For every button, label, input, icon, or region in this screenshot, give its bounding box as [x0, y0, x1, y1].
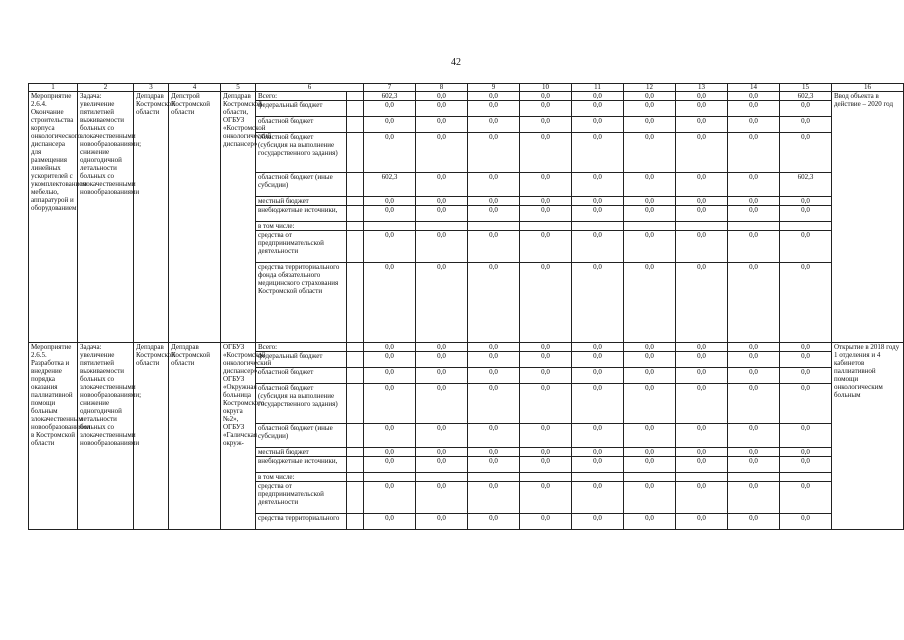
- column-number: 3: [134, 84, 169, 92]
- amount-cell: [728, 473, 780, 482]
- amount-cell: [416, 473, 468, 482]
- co-executor-cell: Депстрой Костромской области: [169, 92, 221, 343]
- amount-cell: 0,0: [728, 352, 780, 368]
- measure-cell: Мероприятие 2.6.5. Разработка и внедрение порядка оказания паллиативной помощи больным злокачественным новообразованиями в Костромской области: [29, 343, 78, 530]
- amount-cell: 0,0: [520, 482, 572, 514]
- amount-cell: 0,0: [520, 117, 572, 133]
- amount-cell: 0,0: [676, 231, 728, 263]
- amount-cell: 0,0: [520, 101, 572, 117]
- amount-cell: [728, 222, 780, 231]
- amount-cell: 0,0: [416, 384, 468, 424]
- amount-cell: 0,0: [468, 343, 520, 352]
- amount-cell: 0,0: [624, 514, 676, 530]
- amount-cell: 0,0: [728, 117, 780, 133]
- amount-cell: 0,0: [624, 448, 676, 457]
- amount-cell: 0,0: [728, 197, 780, 206]
- spacer-cell: [347, 206, 364, 222]
- amount-cell: 0,0: [624, 231, 676, 263]
- amount-cell: 0,0: [676, 514, 728, 530]
- amount-cell: 602,3: [364, 173, 416, 197]
- amount-cell: 0,0: [416, 173, 468, 197]
- funding-source-label: областной бюджет (субсидия на выполнение государственного задания): [256, 384, 347, 424]
- amount-cell: 0,0: [780, 448, 832, 457]
- co-executor-cell: Депздрав Костромской области: [169, 343, 221, 530]
- spacer-cell: [347, 368, 364, 384]
- amount-cell: 0,0: [416, 101, 468, 117]
- amount-cell: 0,0: [520, 514, 572, 530]
- funding-source-label: в том числе:: [256, 473, 347, 482]
- amount-cell: 0,0: [624, 457, 676, 473]
- spacer-cell: [347, 231, 364, 263]
- amount-cell: 0,0: [416, 92, 468, 101]
- amount-cell: 0,0: [572, 173, 624, 197]
- amount-cell: 0,0: [728, 101, 780, 117]
- amount-cell: 0,0: [520, 384, 572, 424]
- amount-cell: 0,0: [468, 263, 520, 343]
- page-number: 42: [451, 57, 461, 68]
- amount-cell: [364, 222, 416, 231]
- amount-cell: 0,0: [468, 231, 520, 263]
- funding-source-label: областной бюджет (иные субсидии): [256, 173, 347, 197]
- column-number: 13: [676, 84, 728, 92]
- spacer-cell: [347, 133, 364, 173]
- amount-cell: 0,0: [728, 263, 780, 343]
- amount-cell: [468, 473, 520, 482]
- spacer-cell: [347, 92, 364, 101]
- funding-source-label: средства от предпринимательской деятельности: [256, 231, 347, 263]
- amount-cell: 0,0: [728, 343, 780, 352]
- amount-cell: [624, 222, 676, 231]
- amount-cell: [520, 222, 572, 231]
- amount-cell: 0,0: [364, 514, 416, 530]
- funding-source-label: средства от предпринимательской деятельности: [256, 482, 347, 514]
- amount-cell: 0,0: [468, 424, 520, 448]
- amount-cell: 0,0: [624, 352, 676, 368]
- amount-cell: 0,0: [780, 263, 832, 343]
- amount-cell: 0,0: [728, 231, 780, 263]
- column-number: 15: [780, 84, 832, 92]
- amount-cell: 0,0: [676, 384, 728, 424]
- amount-cell: 0,0: [624, 343, 676, 352]
- amount-cell: 0,0: [520, 368, 572, 384]
- amount-cell: 0,0: [520, 92, 572, 101]
- amount-cell: 0,0: [728, 206, 780, 222]
- funding-row: [29, 92, 904, 101]
- funding-source-label: Всего:: [256, 92, 347, 101]
- amount-cell: 0,0: [676, 197, 728, 206]
- amount-cell: 0,0: [676, 206, 728, 222]
- responsible-cell: Депздрав Костромской области: [134, 343, 169, 530]
- amount-cell: 0,0: [676, 133, 728, 173]
- amount-cell: 602,3: [364, 92, 416, 101]
- amount-cell: 0,0: [676, 117, 728, 133]
- amount-cell: [624, 473, 676, 482]
- amount-cell: 0,0: [572, 448, 624, 457]
- result-cell: Открытие в 2018 году 1 отделения и 4 кабинетов паллиативной помощи онкологическим больным: [832, 343, 904, 530]
- responsible-cell: Депздрав Костромской области: [134, 92, 169, 343]
- amount-cell: 0,0: [520, 343, 572, 352]
- amount-cell: 0,0: [468, 457, 520, 473]
- amount-cell: 0,0: [728, 448, 780, 457]
- amount-cell: 0,0: [468, 197, 520, 206]
- amount-cell: 0,0: [364, 101, 416, 117]
- spacer-cell: [347, 352, 364, 368]
- amount-cell: 0,0: [572, 424, 624, 448]
- amount-cell: 0,0: [624, 133, 676, 173]
- funding-source-label: местный бюджет: [256, 448, 347, 457]
- amount-cell: 0,0: [572, 197, 624, 206]
- amount-cell: 0,0: [780, 457, 832, 473]
- amount-cell: 0,0: [468, 173, 520, 197]
- amount-cell: [520, 473, 572, 482]
- amount-cell: 0,0: [780, 424, 832, 448]
- amount-cell: 0,0: [416, 482, 468, 514]
- amount-cell: 0,0: [572, 133, 624, 173]
- funding-row: [29, 343, 904, 352]
- amount-cell: 0,0: [468, 384, 520, 424]
- amount-cell: 0,0: [520, 424, 572, 448]
- amount-cell: 0,0: [572, 457, 624, 473]
- result-cell: Ввод объекта в действие – 2020 год: [832, 92, 904, 343]
- column-number: 7: [364, 84, 416, 92]
- amount-cell: 0,0: [572, 482, 624, 514]
- funding-source-label: областной бюджет: [256, 117, 347, 133]
- amount-cell: 0,0: [468, 514, 520, 530]
- spacer-cell: [347, 263, 364, 343]
- amount-cell: 0,0: [728, 384, 780, 424]
- amount-cell: 0,0: [416, 133, 468, 173]
- amount-cell: 0,0: [416, 206, 468, 222]
- spacer-cell: [347, 117, 364, 133]
- amount-cell: 0,0: [520, 173, 572, 197]
- spacer-cell: [347, 448, 364, 457]
- amount-cell: 0,0: [624, 482, 676, 514]
- amount-cell: 0,0: [364, 384, 416, 424]
- amount-cell: 0,0: [728, 133, 780, 173]
- amount-cell: 0,0: [572, 231, 624, 263]
- funding-source-label: внебюджетные источники,: [256, 457, 347, 473]
- amount-cell: 0,0: [364, 482, 416, 514]
- amount-cell: 0,0: [780, 514, 832, 530]
- funding-source-label: в том числе:: [256, 222, 347, 231]
- amount-cell: 0,0: [572, 117, 624, 133]
- amount-cell: 0,0: [728, 514, 780, 530]
- spacer-cell: [347, 482, 364, 514]
- amount-cell: 0,0: [364, 206, 416, 222]
- amount-cell: 0,0: [780, 206, 832, 222]
- amount-cell: 0,0: [728, 482, 780, 514]
- amount-cell: 0,0: [572, 352, 624, 368]
- amount-cell: 0,0: [416, 368, 468, 384]
- column-number: 6: [256, 84, 364, 92]
- amount-cell: 0,0: [468, 92, 520, 101]
- amount-cell: [676, 222, 728, 231]
- amount-cell: 0,0: [676, 92, 728, 101]
- column-number: 2: [78, 84, 134, 92]
- measure-cell: Мероприятие 2.6.4. Окончание строительства корпуса онкологического диспансера для размещения линейных ускорителей с укомплектованием мебелью, аппаратурой и оборудованием: [29, 92, 78, 343]
- amount-cell: 0,0: [676, 424, 728, 448]
- column-number: 9: [468, 84, 520, 92]
- column-number: 16: [832, 84, 904, 92]
- funding-source-label: средства территориального фонда обязательного медицинского страхования Костромской области: [256, 263, 347, 343]
- column-number: 4: [169, 84, 221, 92]
- amount-cell: 0,0: [364, 197, 416, 206]
- spacer-cell: [347, 343, 364, 352]
- amount-cell: 0,0: [676, 457, 728, 473]
- amount-cell: 0,0: [468, 101, 520, 117]
- amount-cell: 0,0: [520, 263, 572, 343]
- amount-cell: 0,0: [624, 263, 676, 343]
- amount-cell: 0,0: [416, 197, 468, 206]
- amount-cell: 0,0: [364, 117, 416, 133]
- amount-cell: 0,0: [624, 92, 676, 101]
- amount-cell: 0,0: [572, 384, 624, 424]
- amount-cell: 0,0: [520, 206, 572, 222]
- amount-cell: 0,0: [624, 368, 676, 384]
- amount-cell: 0,0: [416, 117, 468, 133]
- amount-cell: [780, 222, 832, 231]
- funding-source-label: федеральный бюджет: [256, 101, 347, 117]
- column-number: 5: [221, 84, 256, 92]
- spacer-cell: [347, 222, 364, 231]
- amount-cell: 0,0: [728, 92, 780, 101]
- funding-source-label: областной бюджет: [256, 368, 347, 384]
- column-number: 1: [29, 84, 78, 92]
- amount-cell: 0,0: [728, 368, 780, 384]
- amount-cell: 0,0: [364, 424, 416, 448]
- amount-cell: 0,0: [468, 206, 520, 222]
- amount-cell: 0,0: [676, 263, 728, 343]
- amount-cell: 0,0: [416, 352, 468, 368]
- amount-cell: [572, 473, 624, 482]
- funding-source-label: Всего:: [256, 343, 347, 352]
- header-row: [29, 84, 904, 92]
- amount-cell: 0,0: [676, 343, 728, 352]
- amount-cell: 0,0: [468, 368, 520, 384]
- amount-cell: 0,0: [520, 197, 572, 206]
- column-number: 8: [416, 84, 468, 92]
- spacer-cell: [347, 424, 364, 448]
- spacer-cell: [347, 101, 364, 117]
- spacer-cell: [347, 514, 364, 530]
- amount-cell: 0,0: [364, 133, 416, 173]
- amount-cell: 0,0: [572, 263, 624, 343]
- amount-cell: 0,0: [520, 448, 572, 457]
- amount-cell: 0,0: [364, 352, 416, 368]
- spacer-cell: [347, 473, 364, 482]
- column-number: 14: [728, 84, 780, 92]
- amount-cell: [468, 222, 520, 231]
- funding-source-label: федеральный бюджет: [256, 352, 347, 368]
- amount-cell: 0,0: [416, 231, 468, 263]
- amount-cell: 0,0: [520, 133, 572, 173]
- funding-table-body: [29, 84, 904, 530]
- amount-cell: 0,0: [520, 457, 572, 473]
- amount-cell: 0,0: [728, 457, 780, 473]
- amount-cell: 0,0: [780, 197, 832, 206]
- amount-cell: 0,0: [624, 117, 676, 133]
- funding-source-label: областной бюджет (субсидия на выполнение государственного задания): [256, 133, 347, 173]
- amount-cell: 0,0: [676, 352, 728, 368]
- amount-cell: 0,0: [780, 117, 832, 133]
- amount-cell: 0,0: [364, 457, 416, 473]
- funding-source-label: местный бюджет: [256, 197, 347, 206]
- funding-source-label: областной бюджет (иные субсидии): [256, 424, 347, 448]
- amount-cell: 0,0: [572, 368, 624, 384]
- amount-cell: 0,0: [728, 424, 780, 448]
- executor-cell: ОГБУЗ «Костромской онкологический диспансер», ОГБУЗ «Окружная больница Костромского округа №2», ОГБУЗ «Галичская окруж-: [221, 343, 256, 530]
- funding-source-label: внебюджетные источники,: [256, 206, 347, 222]
- amount-cell: 0,0: [468, 448, 520, 457]
- amount-cell: 0,0: [416, 424, 468, 448]
- amount-cell: 0,0: [624, 424, 676, 448]
- amount-cell: 0,0: [624, 384, 676, 424]
- amount-cell: 0,0: [364, 448, 416, 457]
- amount-cell: 0,0: [676, 482, 728, 514]
- amount-cell: 0,0: [780, 368, 832, 384]
- amount-cell: 602,3: [780, 173, 832, 197]
- amount-cell: 0,0: [624, 173, 676, 197]
- amount-cell: 0,0: [364, 231, 416, 263]
- amount-cell: 0,0: [624, 206, 676, 222]
- amount-cell: 0,0: [364, 263, 416, 343]
- amount-cell: 0,0: [728, 173, 780, 197]
- amount-cell: 0,0: [572, 206, 624, 222]
- amount-cell: 0,0: [364, 368, 416, 384]
- amount-cell: 0,0: [468, 352, 520, 368]
- amount-cell: 0,0: [468, 133, 520, 173]
- amount-cell: 0,0: [624, 101, 676, 117]
- amount-cell: 0,0: [780, 343, 832, 352]
- spacer-cell: [347, 457, 364, 473]
- amount-cell: 0,0: [416, 343, 468, 352]
- amount-cell: 0,0: [364, 343, 416, 352]
- amount-cell: 0,0: [520, 352, 572, 368]
- amount-cell: 0,0: [676, 448, 728, 457]
- amount-cell: [572, 222, 624, 231]
- spacer-cell: [347, 173, 364, 197]
- amount-cell: [364, 473, 416, 482]
- amount-cell: [416, 222, 468, 231]
- amount-cell: 0,0: [676, 368, 728, 384]
- amount-cell: 0,0: [416, 263, 468, 343]
- task-cell: Задача: увеличение пятилетней выживаемости больных со злокачественными новообразованиями; снижение одногодичной летальности больных со злокачественными новообразованиями: [78, 343, 134, 530]
- amount-cell: 0,0: [624, 197, 676, 206]
- column-number: 12: [624, 84, 676, 92]
- funding-table: [28, 83, 904, 530]
- amount-cell: 0,0: [416, 457, 468, 473]
- amount-cell: 0,0: [572, 343, 624, 352]
- amount-cell: 602,3: [780, 92, 832, 101]
- funding-source-label: средства территориального: [256, 514, 347, 530]
- amount-cell: 0,0: [780, 482, 832, 514]
- column-number: 10: [520, 84, 572, 92]
- amount-cell: 0,0: [416, 514, 468, 530]
- spacer-cell: [347, 384, 364, 424]
- amount-cell: 0,0: [468, 482, 520, 514]
- amount-cell: 0,0: [780, 133, 832, 173]
- amount-cell: 0,0: [780, 352, 832, 368]
- amount-cell: 0,0: [520, 231, 572, 263]
- amount-cell: 0,0: [780, 384, 832, 424]
- column-number: 11: [572, 84, 624, 92]
- amount-cell: 0,0: [780, 231, 832, 263]
- amount-cell: 0,0: [676, 101, 728, 117]
- executor-cell: Депздрав Костромской области, ОГБУЗ «Костромской онкологический диспансер»: [221, 92, 256, 343]
- amount-cell: [780, 473, 832, 482]
- amount-cell: 0,0: [468, 117, 520, 133]
- amount-cell: 0,0: [676, 173, 728, 197]
- amount-cell: 0,0: [572, 92, 624, 101]
- amount-cell: 0,0: [780, 101, 832, 117]
- task-cell: Задача: увеличение пятилетней выживаемости больных со злокачественными новообразованиями; снижение одногодичной летальности больных со злокачественными новообразованиями: [78, 92, 134, 343]
- spacer-cell: [347, 197, 364, 206]
- amount-cell: [676, 473, 728, 482]
- amount-cell: 0,0: [572, 514, 624, 530]
- amount-cell: 0,0: [572, 101, 624, 117]
- amount-cell: 0,0: [416, 448, 468, 457]
